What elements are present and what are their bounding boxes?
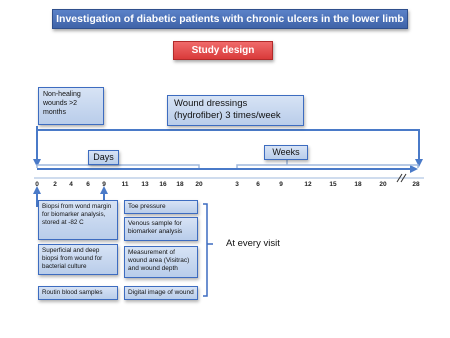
days-label-box: Days: [88, 150, 119, 165]
tick-day-6: 6: [86, 181, 90, 188]
tick-week-3: 3: [235, 181, 239, 188]
title-banner: Investigation of diabetic patients with chronic ulcers in the lower limb: [52, 9, 408, 29]
tick-week-18: 18: [354, 181, 362, 188]
tick-week-6: 6: [256, 181, 260, 188]
tick-week-20: 20: [379, 181, 387, 188]
tick-week-12: 12: [304, 181, 312, 188]
biopsi-biomarker-box: Biopsi from wond margin for biomarker analysis, stored at -82 C: [38, 200, 118, 240]
digital-image-box: Digital image of wound: [124, 286, 198, 300]
routin-blood-box: Routin blood samples: [38, 286, 118, 300]
every-visit-bracket: [203, 204, 213, 296]
tick-week-28: 28: [412, 181, 420, 188]
tick-day-2: 2: [53, 181, 57, 188]
weeks-bracket: [237, 165, 418, 168]
tick-day-18: 18: [176, 181, 184, 188]
tick-week-15: 15: [329, 181, 337, 188]
tick-day-16: 16: [159, 181, 167, 188]
toe-pressure-box: Toe pressure: [124, 200, 198, 214]
days-bracket: [37, 165, 199, 168]
tick-week-9: 9: [279, 181, 283, 188]
at-every-visit-label: At every visit: [226, 238, 280, 249]
non-healing-box: Non-healing wounds >2 months: [38, 87, 104, 125]
measurement-box: Measurement of wound area (Visitrac) and wound depth: [124, 246, 198, 278]
tick-day-11: 11: [121, 181, 129, 188]
tick-day-9: 9: [102, 181, 106, 188]
tick-day-13: 13: [141, 181, 149, 188]
weeks-label-box: Weeks: [264, 145, 308, 160]
study-design-badge: Study design: [173, 41, 273, 60]
wound-dressings-box: Wound dressings (hydrofiber) 3 times/week: [167, 95, 304, 126]
tick-day-0: 0: [35, 181, 39, 188]
tick-day-4: 4: [69, 181, 73, 188]
venous-sample-box: Venous sample for biomarker analysis: [124, 217, 198, 241]
tick-day-20: 20: [195, 181, 203, 188]
biopsi-bacterial-box: Superficial and deep biopsi from wound for bacterial culture: [38, 244, 118, 275]
